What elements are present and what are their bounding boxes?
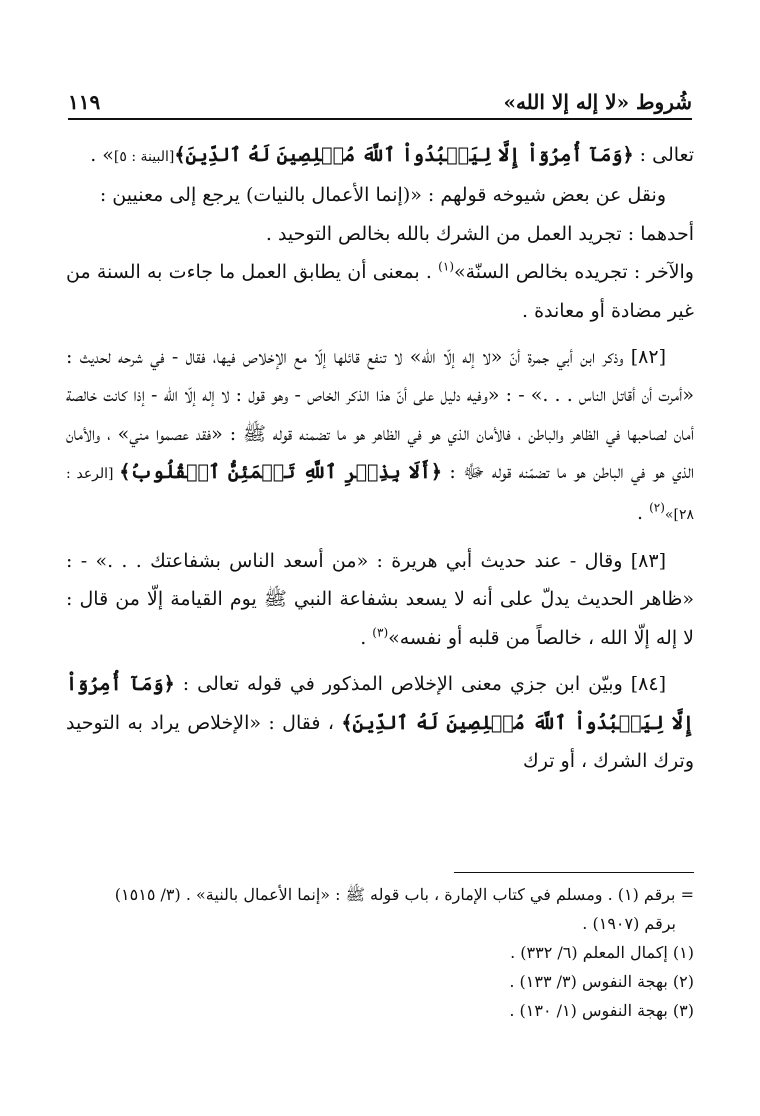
footnote-2: (٢) بهجة النفوس (٣/ ١٣٣) . <box>509 972 694 991</box>
footnote-marker: (٣) <box>372 625 389 640</box>
paragraph-83: [٨٣] وقال - عند حديث أبي هريرة : «من أسعد الناس بشفاعتك . . .» - : «ظاهر الحديث يدلّ على أنه لا يسعد بشفاعة النبي ﷺ يوم القيامة إلّا من قال : لا إله إلّا الله ، خالصاً من قلبه أو نفسه»$^{(٣)}$ . <box>66 550 694 649</box>
quran-verse: ﴿وَمَآ أُمِرُوٓاْ إِلَّا لِيَعۡبُدُواْ ٱللَّهَ مُخۡلِصِينَ لَهُ ٱلدِّينَ﴾ <box>66 673 694 734</box>
header-divider <box>68 118 692 120</box>
paragraph-first-meaning: أحدهما : تجريد العمل من الشرك بالله بخالص التوحيد . <box>265 222 694 245</box>
paragraph-verse-ending: تعالى : ﴿وَمَآ أُمِرُوٓاْ إِلَّا لِيَعۡبُدُواْ ٱللَّهَ مُخۡلِصِينَ لَهُ ٱلدِّينَ﴾[البينة : ٥]» . <box>90 144 694 166</box>
page-number: ١١٩ <box>68 90 101 114</box>
footnote-marker: (١) <box>438 259 454 274</box>
verse-reference: [الرعد : ٢٨]» <box>66 466 694 523</box>
paragraph-quote-intro: ونقل عن بعض شيوخه قولهم : «(إنما الأعمال بالنيات) يرجع إلى معنيين : <box>99 184 666 207</box>
footnote-marker: (٢) <box>649 500 665 515</box>
quran-verse: ﴿أَلَا بِذِكۡرِ ٱللَّهِ تَطۡمَئِنُّ ٱلۡقُلُوبُ﴾ <box>119 461 443 484</box>
header-title: شُروط «لا إله إلا الله» <box>503 90 692 114</box>
running-header <box>68 78 692 114</box>
paragraph-82: [٨٢] وذكر ابن أبي جمرة أنّ «لا إله إلّا الله» لا تنفع قائلها إلّا مع الإخلاص فيها، فقال - في شرحه لحديث : «أمرت أن أقاتل الناس . . .» - : «وفيه دليل على أنّ هذا الذكر الخاص - وهو قول : لا إله إلّا الله - إذا كانت خالصة أمان لصاحبها في الظاهر والباطن ، فالأمان الذي هو في الظاهر هو ما تضمنه قوله ﷺ : «فقد عصموا مني» ، والأمان الذي هو في الباطن هو ما تضمّنه قوله ﷻ : ﴿أَلَا بِذِكۡرِ ٱللَّهِ تَطۡمَئِنُّ ٱلۡقُلُوبُ﴾ [الرعد : ٢٨]»$^{(٢)}$ . <box>66 346 695 524</box>
footnote-3: (٣) بهجة النفوس (١/ ١٣٠) . <box>509 1001 694 1020</box>
paragraph-84: [٨٤] وبيّن ابن جزي معنى الإخلاص المذكور في قوله تعالى : ﴿وَمَآ أُمِرُوٓاْ إِلَّا لِيَعۡبُدُواْ ٱللَّهَ مُخۡلِصِينَ لَهُ ٱلدِّينَ﴾ ، فقال : «الإخلاص يراد به التوحيد وترك الشرك ، أو ترك <box>66 673 694 773</box>
main-text <box>66 136 694 781</box>
paragraph-second-meaning: والآخر : تجريده بخالص السنّة»$^{(١)}$ . بمعنى أن يطابق العمل ما جاءت به السنة من غير مضادة أو معاندة . <box>66 259 694 322</box>
footnote-continuation: = برقم (١) . ومسلم في كتاب الإمارة ، باب قوله ﷺ : «إنما الأعمال بالنية» . (٣/ ١٥١٥) <box>114 885 694 904</box>
footnote-continuation: برقم (١٩٠٧) . <box>582 914 676 933</box>
verse-reference: [البينة : ٥] <box>113 149 175 165</box>
quran-verse: ﴿وَمَآ أُمِرُوٓاْ إِلَّا لِيَعۡبُدُواْ ٱللَّهَ مُخۡلِصِينَ لَهُ ٱلدِّينَ﴾ <box>174 144 634 166</box>
footnote-1: (١) إكمال المعلم (٦/ ٣٣٢) . <box>510 943 694 962</box>
footnotes <box>66 880 694 1025</box>
footnote-divider <box>454 872 694 873</box>
